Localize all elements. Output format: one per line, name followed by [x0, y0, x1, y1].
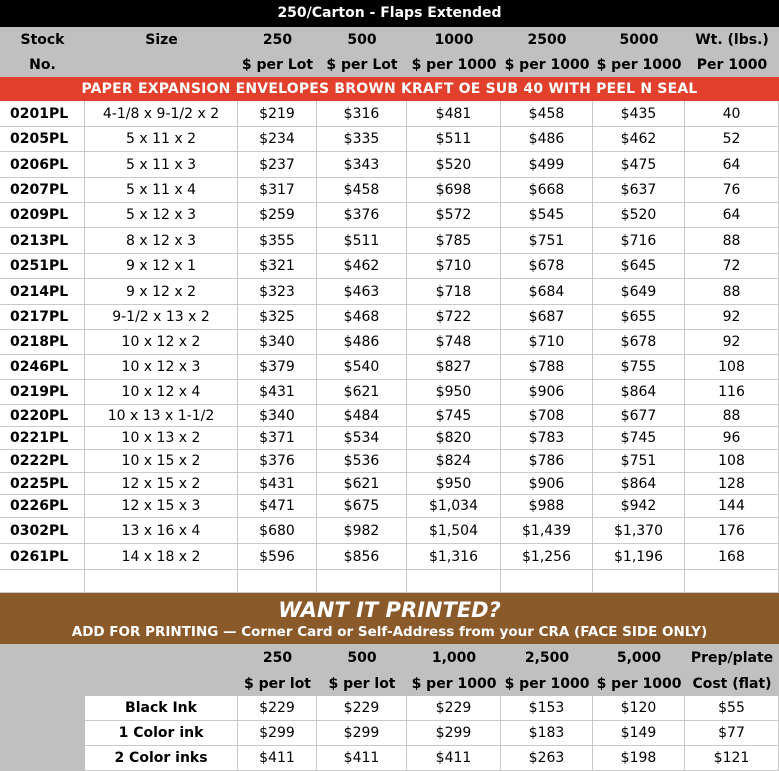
value-cell: $379 — [238, 355, 317, 380]
value-cell: $755 — [593, 355, 685, 380]
printing-header-row-2 — [0, 671, 779, 696]
value-cell: 64 — [685, 152, 779, 178]
value-cell: $120 — [593, 696, 685, 721]
size-cell: 9-1/2 x 13 x 2 — [85, 305, 238, 330]
value-cell: $323 — [238, 279, 317, 305]
printing-row — [0, 721, 779, 746]
value-cell: $677 — [593, 405, 685, 427]
value-cell: $536 — [317, 450, 407, 473]
value-cell: $621 — [317, 473, 407, 495]
value-cell: $299 — [238, 721, 317, 746]
value-cell: $827 — [407, 355, 501, 380]
value-cell: $149 — [593, 721, 685, 746]
value-cell: 40 — [685, 101, 779, 127]
value-cell — [238, 570, 317, 593]
carton-title: 250/Carton - Flaps Extended — [0, 0, 779, 27]
value-cell: 116 — [685, 380, 779, 405]
table-row — [0, 427, 779, 450]
value-cell: $462 — [317, 254, 407, 279]
stock-number-cell: 0222PL — [0, 450, 85, 473]
value-cell: $637 — [593, 178, 685, 203]
header-cell: 500 — [347, 649, 377, 666]
value-cell: $864 — [593, 473, 685, 495]
value-cell: $463 — [317, 279, 407, 305]
size-cell: 13 x 16 x 4 — [85, 518, 238, 544]
value-cell: $153 — [501, 696, 593, 721]
printing-subtitle: ADD FOR PRINTING — Corner Card or Self-Address from your CRA (FACE SIDE ONLY) — [71, 624, 708, 640]
value-cell: $321 — [238, 254, 317, 279]
header-cell: 5000 — [619, 31, 659, 48]
header-cell: $ per lot — [328, 675, 396, 692]
value-cell: $649 — [593, 279, 685, 305]
value-cell — [0, 746, 85, 771]
stock-number-cell: 0261PL — [0, 544, 85, 570]
table-row — [0, 405, 779, 427]
value-cell: $950 — [407, 380, 501, 405]
value-cell — [317, 570, 407, 593]
value-cell: $299 — [317, 721, 407, 746]
stock-number-cell: 0221PL — [0, 427, 85, 450]
value-cell: 88 — [685, 279, 779, 305]
value-cell: $820 — [407, 427, 501, 450]
value-cell — [501, 570, 593, 593]
header-cell: $ per lot — [243, 675, 312, 692]
value-cell: $475 — [593, 152, 685, 178]
size-cell: 5 x 11 x 2 — [85, 127, 238, 152]
header-row-2 — [0, 52, 779, 77]
stock-number-cell: 0219PL — [0, 380, 85, 405]
value-cell: $687 — [501, 305, 593, 330]
value-cell: $471 — [238, 495, 317, 518]
ink-option-label: Black Ink — [85, 696, 238, 721]
value-cell: $675 — [317, 495, 407, 518]
value-cell: $198 — [593, 746, 685, 771]
value-cell: $431 — [238, 380, 317, 405]
value-cell: $698 — [407, 178, 501, 203]
value-cell: $864 — [593, 380, 685, 405]
value-cell: 72 — [685, 254, 779, 279]
value-cell: $786 — [501, 450, 593, 473]
value-cell: $520 — [407, 152, 501, 178]
value-cell: 52 — [685, 127, 779, 152]
table-row — [0, 254, 779, 279]
size-cell: 12 x 15 x 3 — [85, 495, 238, 518]
size-cell: 9 x 12 x 1 — [85, 254, 238, 279]
value-cell: $511 — [317, 228, 407, 254]
value-cell: $655 — [593, 305, 685, 330]
value-cell: $1,316 — [407, 544, 501, 570]
table-row — [0, 152, 779, 178]
value-cell: $748 — [407, 330, 501, 355]
printing-title: WANT IT PRINTED? — [278, 598, 501, 622]
header-cell: 1000 — [434, 31, 474, 48]
value-cell: $335 — [317, 127, 407, 152]
value-cell: 96 — [685, 427, 779, 450]
value-cell: $1,034 — [407, 495, 501, 518]
value-cell: 64 — [685, 203, 779, 228]
value-cell: $621 — [317, 380, 407, 405]
size-cell: 5 x 12 x 3 — [85, 203, 238, 228]
value-cell: $708 — [501, 405, 593, 427]
value-cell: $229 — [407, 696, 501, 721]
header-cell: Stock — [20, 31, 65, 48]
value-cell: $411 — [317, 746, 407, 771]
value-cell: 128 — [685, 473, 779, 495]
value-cell: $77 — [685, 721, 779, 746]
header-cell: Cost (flat) — [692, 675, 772, 692]
value-cell: $1,504 — [407, 518, 501, 544]
stock-number-cell: 0201PL — [0, 101, 85, 127]
product-title: PAPER EXPANSION ENVELOPES BROWN KRAFT OE SUB 40 WITH PEEL N SEAL — [0, 77, 779, 101]
header-cell — [85, 644, 238, 671]
value-cell: $1,370 — [593, 518, 685, 544]
value-cell: 76 — [685, 178, 779, 203]
header-cell: 250 — [262, 649, 293, 666]
size-cell: 4-1/8 x 9-1/2 x 2 — [85, 101, 238, 127]
size-cell: 10 x 12 x 4 — [85, 380, 238, 405]
table-row — [0, 228, 779, 254]
value-cell: $1,196 — [593, 544, 685, 570]
header-cell: 500 — [347, 31, 377, 48]
value-cell: $988 — [501, 495, 593, 518]
header-cell: Wt. (lbs.) — [695, 31, 769, 48]
table-row — [0, 518, 779, 544]
value-cell: 92 — [685, 330, 779, 355]
value-cell: $229 — [317, 696, 407, 721]
value-cell: $263 — [501, 746, 593, 771]
value-cell — [685, 570, 779, 593]
stock-number-cell: 0207PL — [0, 178, 85, 203]
header-cell: 2,500 — [524, 649, 570, 666]
value-cell — [593, 570, 685, 593]
value-cell: $371 — [238, 427, 317, 450]
value-cell: $183 — [501, 721, 593, 746]
table-row — [0, 101, 779, 127]
stock-number-cell: 0205PL — [0, 127, 85, 152]
header-cell: Prep/plate — [690, 649, 774, 666]
value-cell: $411 — [407, 746, 501, 771]
header-cell: $ per 1000 — [504, 675, 590, 692]
size-cell: 12 x 15 x 2 — [85, 473, 238, 495]
table-row — [0, 355, 779, 380]
header-cell: $ per 1000 — [596, 675, 682, 692]
value-cell: $468 — [317, 305, 407, 330]
header-cell — [85, 671, 238, 696]
value-cell: $486 — [501, 127, 593, 152]
value-cell: $678 — [593, 330, 685, 355]
value-cell: $942 — [593, 495, 685, 518]
stock-number-cell: 0218PL — [0, 330, 85, 355]
size-cell: 5 x 11 x 4 — [85, 178, 238, 203]
value-cell: 88 — [685, 228, 779, 254]
value-cell: $906 — [501, 380, 593, 405]
header-cell: Size — [145, 31, 178, 48]
value-cell: $572 — [407, 203, 501, 228]
header-cell: $ per 1000 — [504, 56, 590, 73]
value-cell: $668 — [501, 178, 593, 203]
value-cell: $355 — [238, 228, 317, 254]
value-cell: 176 — [685, 518, 779, 544]
value-cell: $824 — [407, 450, 501, 473]
value-cell: $219 — [238, 101, 317, 127]
value-cell: $511 — [407, 127, 501, 152]
value-cell: $499 — [501, 152, 593, 178]
value-cell — [0, 721, 85, 746]
value-cell — [0, 696, 85, 721]
value-cell: $596 — [238, 544, 317, 570]
ink-option-label: 1 Color ink — [85, 721, 238, 746]
value-cell: $785 — [407, 228, 501, 254]
size-cell: 8 x 12 x 3 — [85, 228, 238, 254]
value-cell: 88 — [685, 405, 779, 427]
value-cell: $1,256 — [501, 544, 593, 570]
header-cell: $ per Lot — [241, 56, 314, 73]
table-row — [0, 178, 779, 203]
stock-number-cell: 0214PL — [0, 279, 85, 305]
stock-number-cell: 0213PL — [0, 228, 85, 254]
ink-option-label: 2 Color inks — [85, 746, 238, 771]
value-cell: 144 — [685, 495, 779, 518]
value-cell: $340 — [238, 330, 317, 355]
header-cell: $ per 1000 — [596, 56, 682, 73]
value-cell: $545 — [501, 203, 593, 228]
value-cell: $906 — [501, 473, 593, 495]
value-cell: $458 — [501, 101, 593, 127]
table-row — [0, 305, 779, 330]
value-cell: $710 — [501, 330, 593, 355]
size-cell: 10 x 15 x 2 — [85, 450, 238, 473]
value-cell: $325 — [238, 305, 317, 330]
value-cell: $718 — [407, 279, 501, 305]
header-cell: $ per 1000 — [411, 675, 497, 692]
stock-number-cell: 0220PL — [0, 405, 85, 427]
table-row — [0, 203, 779, 228]
size-cell — [85, 570, 238, 593]
value-cell: $534 — [317, 427, 407, 450]
stock-number-cell — [0, 570, 85, 593]
stock-number-cell: 0302PL — [0, 518, 85, 544]
value-cell: $376 — [238, 450, 317, 473]
value-cell: $645 — [593, 254, 685, 279]
stock-number-cell: 0251PL — [0, 254, 85, 279]
table-row — [0, 380, 779, 405]
value-cell: $316 — [317, 101, 407, 127]
header-cell: 5,000 — [616, 649, 662, 666]
value-cell: $234 — [238, 127, 317, 152]
stock-number-cell: 0217PL — [0, 305, 85, 330]
header-cell: 250 — [262, 31, 293, 48]
table-row — [0, 330, 779, 355]
size-cell: 10 x 13 x 2 — [85, 427, 238, 450]
value-cell: $486 — [317, 330, 407, 355]
value-cell: $121 — [685, 746, 779, 771]
header-cell — [0, 644, 85, 671]
stock-number-cell: 0246PL — [0, 355, 85, 380]
value-cell: $340 — [238, 405, 317, 427]
table-row — [0, 570, 779, 593]
value-cell — [407, 570, 501, 593]
value-cell: $484 — [317, 405, 407, 427]
stock-number-cell: 0225PL — [0, 473, 85, 495]
size-cell: 10 x 12 x 3 — [85, 355, 238, 380]
value-cell: $1,439 — [501, 518, 593, 544]
value-cell: $788 — [501, 355, 593, 380]
value-cell: $55 — [685, 696, 779, 721]
value-cell: $299 — [407, 721, 501, 746]
value-cell: 108 — [685, 450, 779, 473]
value-cell: $745 — [407, 405, 501, 427]
value-cell: $684 — [501, 279, 593, 305]
table-row — [0, 279, 779, 305]
printing-row — [0, 746, 779, 771]
value-cell: $431 — [238, 473, 317, 495]
value-cell: $481 — [407, 101, 501, 127]
value-cell: $343 — [317, 152, 407, 178]
header-cell — [85, 52, 238, 77]
value-cell: $411 — [238, 746, 317, 771]
value-cell: $751 — [593, 450, 685, 473]
printing-banner — [0, 593, 779, 644]
header-cell: 1,000 — [431, 649, 477, 666]
header-cell — [0, 671, 85, 696]
value-cell: $745 — [593, 427, 685, 450]
table-row — [0, 544, 779, 570]
value-cell: $716 — [593, 228, 685, 254]
value-cell: $982 — [317, 518, 407, 544]
value-cell: 108 — [685, 355, 779, 380]
value-cell: $678 — [501, 254, 593, 279]
value-cell: $520 — [593, 203, 685, 228]
value-cell: $540 — [317, 355, 407, 380]
size-cell: 10 x 13 x 1-1/2 — [85, 405, 238, 427]
value-cell: $259 — [238, 203, 317, 228]
printing-header-row-1 — [0, 644, 779, 671]
size-cell: 10 x 12 x 2 — [85, 330, 238, 355]
value-cell: $229 — [238, 696, 317, 721]
printing-row — [0, 696, 779, 721]
size-cell: 5 x 11 x 3 — [85, 152, 238, 178]
value-cell: $722 — [407, 305, 501, 330]
header-cell: $ per 1000 — [411, 56, 497, 73]
size-cell: 9 x 12 x 2 — [85, 279, 238, 305]
value-cell: $237 — [238, 152, 317, 178]
value-cell: $680 — [238, 518, 317, 544]
table-row — [0, 495, 779, 518]
value-cell: $856 — [317, 544, 407, 570]
value-cell: $317 — [238, 178, 317, 203]
table-row — [0, 450, 779, 473]
value-cell: $783 — [501, 427, 593, 450]
value-cell: $435 — [593, 101, 685, 127]
value-cell: $710 — [407, 254, 501, 279]
value-cell: $462 — [593, 127, 685, 152]
value-cell: $950 — [407, 473, 501, 495]
stock-number-cell: 0209PL — [0, 203, 85, 228]
value-cell: $458 — [317, 178, 407, 203]
header-row-1 — [0, 27, 779, 52]
value-cell: 168 — [685, 544, 779, 570]
header-cell: $ per Lot — [326, 56, 398, 73]
stock-number-cell: 0206PL — [0, 152, 85, 178]
value-cell: $751 — [501, 228, 593, 254]
table-row — [0, 127, 779, 152]
header-cell: Per 1000 — [696, 56, 768, 73]
size-cell: 14 x 18 x 2 — [85, 544, 238, 570]
header-cell: No. — [29, 56, 56, 73]
table-row — [0, 473, 779, 495]
header-cell: 2500 — [527, 31, 567, 48]
value-cell: 92 — [685, 305, 779, 330]
value-cell: $376 — [317, 203, 407, 228]
stock-number-cell: 0226PL — [0, 495, 85, 518]
